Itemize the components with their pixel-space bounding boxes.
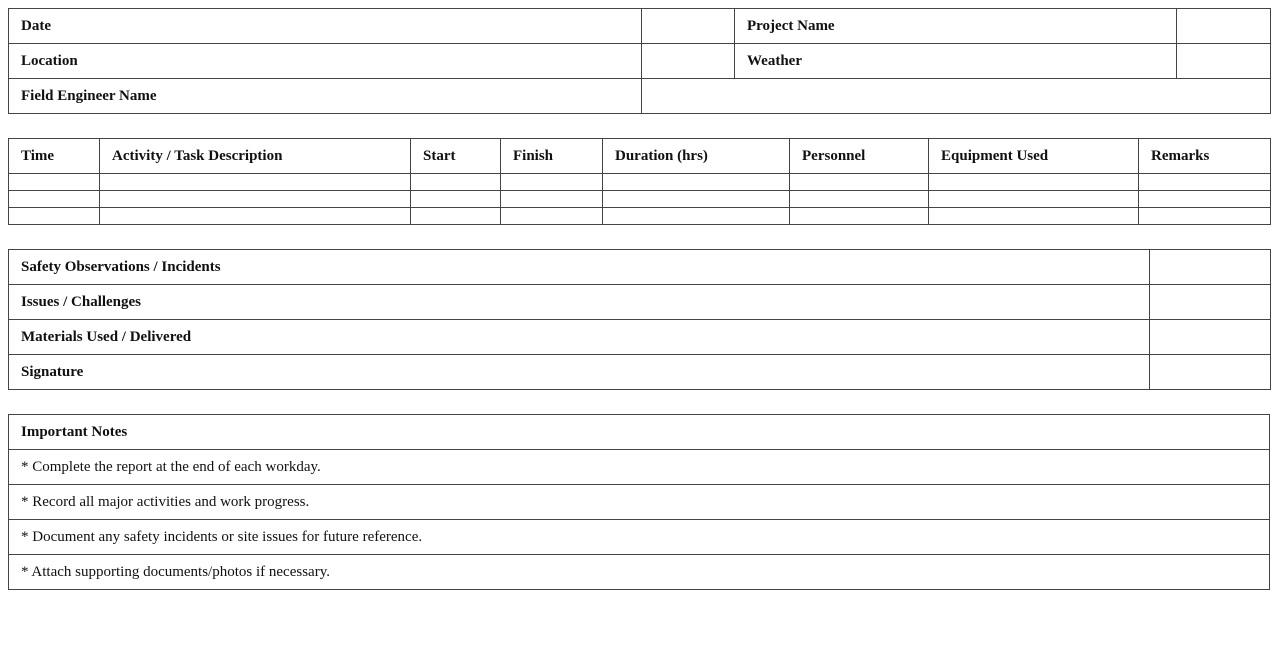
- note-row: [9, 555, 1270, 590]
- note-item: * Document any safety incidents or site issues for future reference.: [9, 520, 1270, 555]
- observations-table: [8, 249, 1271, 390]
- issues-label: Issues / Challenges: [9, 285, 1150, 320]
- issues-field[interactable]: [1150, 285, 1271, 320]
- note-row: [9, 520, 1270, 555]
- safety-observations-label: Safety Observations / Incidents: [9, 250, 1150, 285]
- table-row: [9, 208, 1271, 225]
- cell-time[interactable]: [9, 174, 100, 191]
- header-info-table: [8, 8, 1271, 114]
- cell-equipment[interactable]: [929, 191, 1139, 208]
- cell-start[interactable]: [411, 174, 501, 191]
- location-field[interactable]: [642, 44, 735, 79]
- header-row-engineer: [9, 79, 1271, 114]
- table-row: [9, 191, 1271, 208]
- observation-row-materials: [9, 320, 1271, 355]
- note-item: * Record all major activities and work progress.: [9, 485, 1270, 520]
- cell-remarks[interactable]: [1139, 174, 1271, 191]
- project-name-field[interactable]: [1177, 9, 1271, 44]
- col-header-personnel: Personnel: [790, 139, 929, 174]
- activity-header-row: [9, 139, 1271, 174]
- field-engineer-field[interactable]: [642, 79, 1271, 114]
- col-header-duration: Duration (hrs): [603, 139, 790, 174]
- cell-finish[interactable]: [501, 174, 603, 191]
- cell-time[interactable]: [9, 208, 100, 225]
- cell-personnel[interactable]: [790, 191, 929, 208]
- note-item: * Attach supporting documents/photos if necessary.: [9, 555, 1270, 590]
- cell-remarks[interactable]: [1139, 208, 1271, 225]
- observation-row-signature: [9, 355, 1271, 390]
- safety-observations-field[interactable]: [1150, 250, 1271, 285]
- field-engineer-label: Field Engineer Name: [9, 79, 642, 114]
- col-header-remarks: Remarks: [1139, 139, 1271, 174]
- signature-label: Signature: [9, 355, 1150, 390]
- materials-field[interactable]: [1150, 320, 1271, 355]
- cell-duration[interactable]: [603, 208, 790, 225]
- cell-activity[interactable]: [100, 174, 411, 191]
- cell-start[interactable]: [411, 208, 501, 225]
- cell-remarks[interactable]: [1139, 191, 1271, 208]
- col-header-equipment: Equipment Used: [929, 139, 1139, 174]
- cell-finish[interactable]: [501, 191, 603, 208]
- activity-table: [8, 138, 1271, 225]
- observation-row-safety: [9, 250, 1271, 285]
- materials-label: Materials Used / Delivered: [9, 320, 1150, 355]
- note-row: [9, 485, 1270, 520]
- col-header-start: Start: [411, 139, 501, 174]
- cell-start[interactable]: [411, 191, 501, 208]
- cell-activity[interactable]: [100, 208, 411, 225]
- note-row: [9, 450, 1270, 485]
- location-label: Location: [9, 44, 642, 79]
- observation-row-issues: [9, 285, 1271, 320]
- project-name-label: Project Name: [735, 9, 1177, 44]
- cell-time[interactable]: [9, 191, 100, 208]
- cell-activity[interactable]: [100, 191, 411, 208]
- note-item: * Complete the report at the end of each workday.: [9, 450, 1270, 485]
- signature-field[interactable]: [1150, 355, 1271, 390]
- col-header-time: Time: [9, 139, 100, 174]
- date-field[interactable]: [642, 9, 735, 44]
- cell-personnel[interactable]: [790, 174, 929, 191]
- cell-finish[interactable]: [501, 208, 603, 225]
- date-label: Date: [9, 9, 642, 44]
- table-row: [9, 174, 1271, 191]
- weather-label: Weather: [735, 44, 1177, 79]
- cell-personnel[interactable]: [790, 208, 929, 225]
- cell-equipment[interactable]: [929, 174, 1139, 191]
- col-header-finish: Finish: [501, 139, 603, 174]
- col-header-activity: Activity / Task Description: [100, 139, 411, 174]
- notes-title-row: [9, 415, 1270, 450]
- header-row-location: [9, 44, 1271, 79]
- header-row-date: [9, 9, 1271, 44]
- cell-duration[interactable]: [603, 191, 790, 208]
- notes-table: [8, 414, 1270, 590]
- weather-field[interactable]: [1177, 44, 1271, 79]
- cell-equipment[interactable]: [929, 208, 1139, 225]
- cell-duration[interactable]: [603, 174, 790, 191]
- notes-title: Important Notes: [9, 415, 1270, 450]
